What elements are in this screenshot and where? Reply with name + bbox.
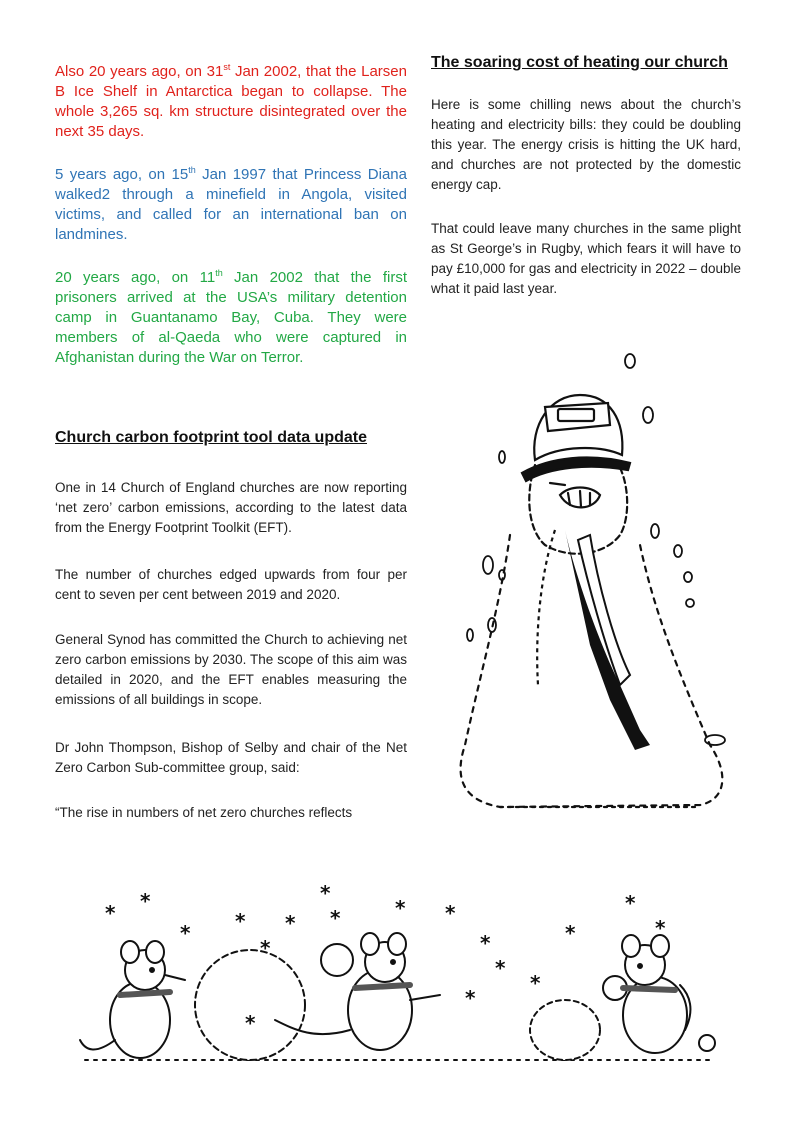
carbon-heading: Church carbon footprint tool data update — [55, 429, 367, 446]
svg-text:*: * — [285, 911, 296, 935]
carbon-paragraph-5: “The rise in numbers of net zero churches reflects — [55, 805, 353, 820]
svg-text:*: * — [330, 906, 341, 930]
svg-text:*: * — [320, 881, 331, 905]
svg-text:*: * — [235, 909, 246, 933]
svg-text:*: * — [565, 921, 576, 945]
svg-text:*: * — [655, 916, 666, 940]
svg-text:*: * — [625, 891, 636, 915]
heating-paragraph-1: Here is some chilling news about the church’s heating and electricity bills: they could be doubling this year. The energy crisis is hitting the UK hard, and churches are not protected by the domestic energy cap. — [431, 97, 741, 192]
svg-text:*: * — [245, 1011, 256, 1035]
carbon-paragraph-4: Dr John Thompson, Bishop of Selby and chair of the Net Zero Carbon Sub-committee group, said: — [55, 740, 407, 775]
svg-text:*: * — [105, 901, 116, 925]
heating-paragraph-2: That could leave many churches in the same plight as St George’s in Rugby, which fears it will have to pay £10,000 for gas and electricity in 2022 – double what it paid last year. — [431, 221, 741, 296]
svg-text:*: * — [465, 986, 476, 1010]
svg-text:*: * — [180, 921, 191, 945]
anniversary-guantanamo: 20 years ago, on 11th Jan 2002 that the first prisoners arrived at the USA’s military detention camp in Guantanamo Bay, Cuba. They were members of al-Qaeda who were captured in Afghanistan during the War on Terror. — [55, 268, 407, 366]
anniversary-larsen: Also 20 years ago, on 31st Jan 2002, that the Larsen B Ice Shelf in Antarctica began to collapse. The whole 3,265 sq. km structure disintegrated over the next 35 days. — [55, 62, 407, 140]
snowman-illustration — [440, 345, 740, 835]
heating-heading: The soaring cost of heating our church — [431, 54, 728, 71]
carbon-paragraph-2: The number of churches edged upwards from four per cent to seven per cent between 2019 and 2020. — [55, 567, 407, 602]
mice-snowball-illustration — [75, 880, 725, 1080]
svg-text:*: * — [495, 956, 506, 980]
anniversary-diana: 5 years ago, on 15th Jan 1997 that Princess Diana walked2 through a minefield in Angola, visited victims, and called for an international ban on landmines. — [55, 165, 407, 243]
carbon-paragraph-3: General Synod has committed the Church to achieving net zero carbon emissions by 2030. The scope of this aim was detailed in 2020, and the EFT enables measuring the emissions of all buildings in scope. — [55, 632, 407, 707]
svg-text:*: * — [480, 931, 491, 955]
svg-text:*: * — [530, 971, 541, 995]
svg-text:*: * — [260, 936, 271, 960]
carbon-paragraph-1: One in 14 Church of England churches are now reporting ‘net zero’ carbon emissions, according to the latest data from the Energy Footprint Toolkit (EFT). — [55, 480, 407, 535]
svg-text:*: * — [140, 889, 151, 913]
svg-text:*: * — [445, 901, 456, 925]
svg-text:*: * — [395, 896, 406, 920]
